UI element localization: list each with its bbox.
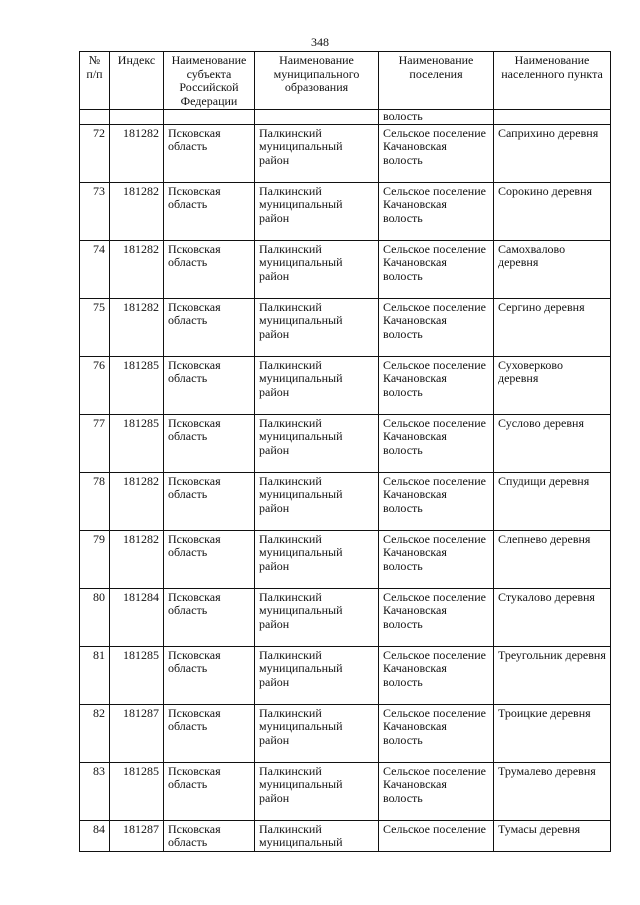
row-municipality: Палкинский муниципальный район (255, 240, 379, 298)
row-index: 181282 (110, 472, 164, 530)
continuation-subject (164, 110, 255, 125)
row-locality: Троицкие деревня (494, 704, 611, 762)
continuation-locality (494, 110, 611, 125)
row-settlement: Сельское поселение Качановская волость (379, 414, 494, 472)
continuation-number (80, 110, 110, 125)
row-index: 181282 (110, 182, 164, 240)
row-number: 83 (80, 762, 110, 820)
row-locality: Тумасы деревня (494, 820, 611, 851)
header-number: № п/п (80, 52, 110, 110)
row-settlement: Сельское поселение Качановская волость (379, 646, 494, 704)
row-locality: Суховерково деревня (494, 356, 611, 414)
row-subject: Псковская область (164, 820, 255, 851)
row-settlement: Сельское поселение Качановская волость (379, 530, 494, 588)
continuation-municipality (255, 110, 379, 125)
table-row (80, 472, 611, 530)
table-row (80, 240, 611, 298)
table-row (80, 124, 611, 182)
row-subject: Псковская область (164, 646, 255, 704)
row-number: 73 (80, 182, 110, 240)
table-row (80, 588, 611, 646)
table-row (80, 414, 611, 472)
row-municipality: Палкинский муниципальный район (255, 762, 379, 820)
row-settlement: Сельское поселение Качановская волость (379, 472, 494, 530)
row-locality: Сергино деревня (494, 298, 611, 356)
table-header (80, 52, 611, 110)
row-municipality: Палкинский муниципальный район (255, 124, 379, 182)
row-number: 82 (80, 704, 110, 762)
table-row (80, 182, 611, 240)
row-subject: Псковская область (164, 414, 255, 472)
row-index: 181282 (110, 124, 164, 182)
table-row (80, 762, 611, 820)
row-subject: Псковская область (164, 588, 255, 646)
header-subject: Наименование субъекта Российской Федерации (164, 52, 255, 110)
row-number: 79 (80, 530, 110, 588)
header-index: Индекс (110, 52, 164, 110)
continuation-row (80, 110, 611, 125)
row-settlement: Сельское поселение Качановская волость (379, 762, 494, 820)
continuation-settlement: волость (379, 110, 494, 125)
row-municipality: Палкинский муниципальный район (255, 530, 379, 588)
row-index: 181285 (110, 646, 164, 704)
row-settlement: Сельское поселение Качановская волость (379, 240, 494, 298)
row-settlement: Сельское поселение Качановская волость (379, 124, 494, 182)
row-index: 181282 (110, 240, 164, 298)
settlements-table (79, 51, 611, 852)
row-municipality: Палкинский муниципальный район (255, 182, 379, 240)
row-number: 72 (80, 124, 110, 182)
row-settlement: Сельское поселение Качановская волость (379, 588, 494, 646)
table-row (80, 646, 611, 704)
continuation-index (110, 110, 164, 125)
row-locality: Треугольник деревня (494, 646, 611, 704)
row-subject: Псковская область (164, 298, 255, 356)
row-subject: Псковская область (164, 240, 255, 298)
row-settlement: Сельское поселение Качановская волость (379, 704, 494, 762)
row-municipality: Палкинский муниципальный район (255, 704, 379, 762)
row-municipality: Палкинский муниципальный район (255, 356, 379, 414)
row-locality: Суслово деревня (494, 414, 611, 472)
table-row (80, 530, 611, 588)
page-number: 348 (311, 35, 329, 49)
row-subject: Псковская область (164, 704, 255, 762)
row-index: 181284 (110, 588, 164, 646)
table-row (80, 356, 611, 414)
header-locality: Наименование населенного пункта (494, 52, 611, 110)
row-subject: Псковская область (164, 530, 255, 588)
row-number: 81 (80, 646, 110, 704)
row-locality: Трумалево деревня (494, 762, 611, 820)
table-row (80, 820, 611, 851)
row-settlement: Сельское поселение (379, 820, 494, 851)
row-index: 181282 (110, 530, 164, 588)
row-settlement: Сельское поселение Качановская волость (379, 298, 494, 356)
row-municipality: Палкинский муниципальный (255, 820, 379, 851)
header-settlement: Наименование поселения (379, 52, 494, 110)
row-municipality: Палкинский муниципальный район (255, 298, 379, 356)
row-locality: Саприхино деревня (494, 124, 611, 182)
row-subject: Псковская область (164, 124, 255, 182)
row-number: 78 (80, 472, 110, 530)
row-index: 181287 (110, 820, 164, 851)
row-number: 75 (80, 298, 110, 356)
table-row (80, 298, 611, 356)
row-index: 181285 (110, 762, 164, 820)
row-index: 181282 (110, 298, 164, 356)
row-locality: Спудищи деревня (494, 472, 611, 530)
row-subject: Псковская область (164, 356, 255, 414)
row-locality: Сорокино деревня (494, 182, 611, 240)
row-index: 181287 (110, 704, 164, 762)
row-municipality: Палкинский муниципальный район (255, 646, 379, 704)
row-locality: Самохвалово деревня (494, 240, 611, 298)
row-locality: Слепнево деревня (494, 530, 611, 588)
row-subject: Псковская область (164, 182, 255, 240)
row-number: 77 (80, 414, 110, 472)
row-number: 84 (80, 820, 110, 851)
header-row (80, 52, 611, 110)
row-municipality: Палкинский муниципальный район (255, 414, 379, 472)
row-index: 181285 (110, 356, 164, 414)
row-municipality: Палкинский муниципальный район (255, 472, 379, 530)
table-row (80, 704, 611, 762)
row-settlement: Сельское поселение Качановская волость (379, 356, 494, 414)
row-number: 80 (80, 588, 110, 646)
row-settlement: Сельское поселение Качановская волость (379, 182, 494, 240)
row-number: 76 (80, 356, 110, 414)
row-subject: Псковская область (164, 472, 255, 530)
row-number: 74 (80, 240, 110, 298)
row-subject: Псковская область (164, 762, 255, 820)
row-locality: Стукалово деревня (494, 588, 611, 646)
table-body (80, 110, 611, 852)
header-municipality: Наименование муниципального образования (255, 52, 379, 110)
row-municipality: Палкинский муниципальный район (255, 588, 379, 646)
row-index: 181285 (110, 414, 164, 472)
